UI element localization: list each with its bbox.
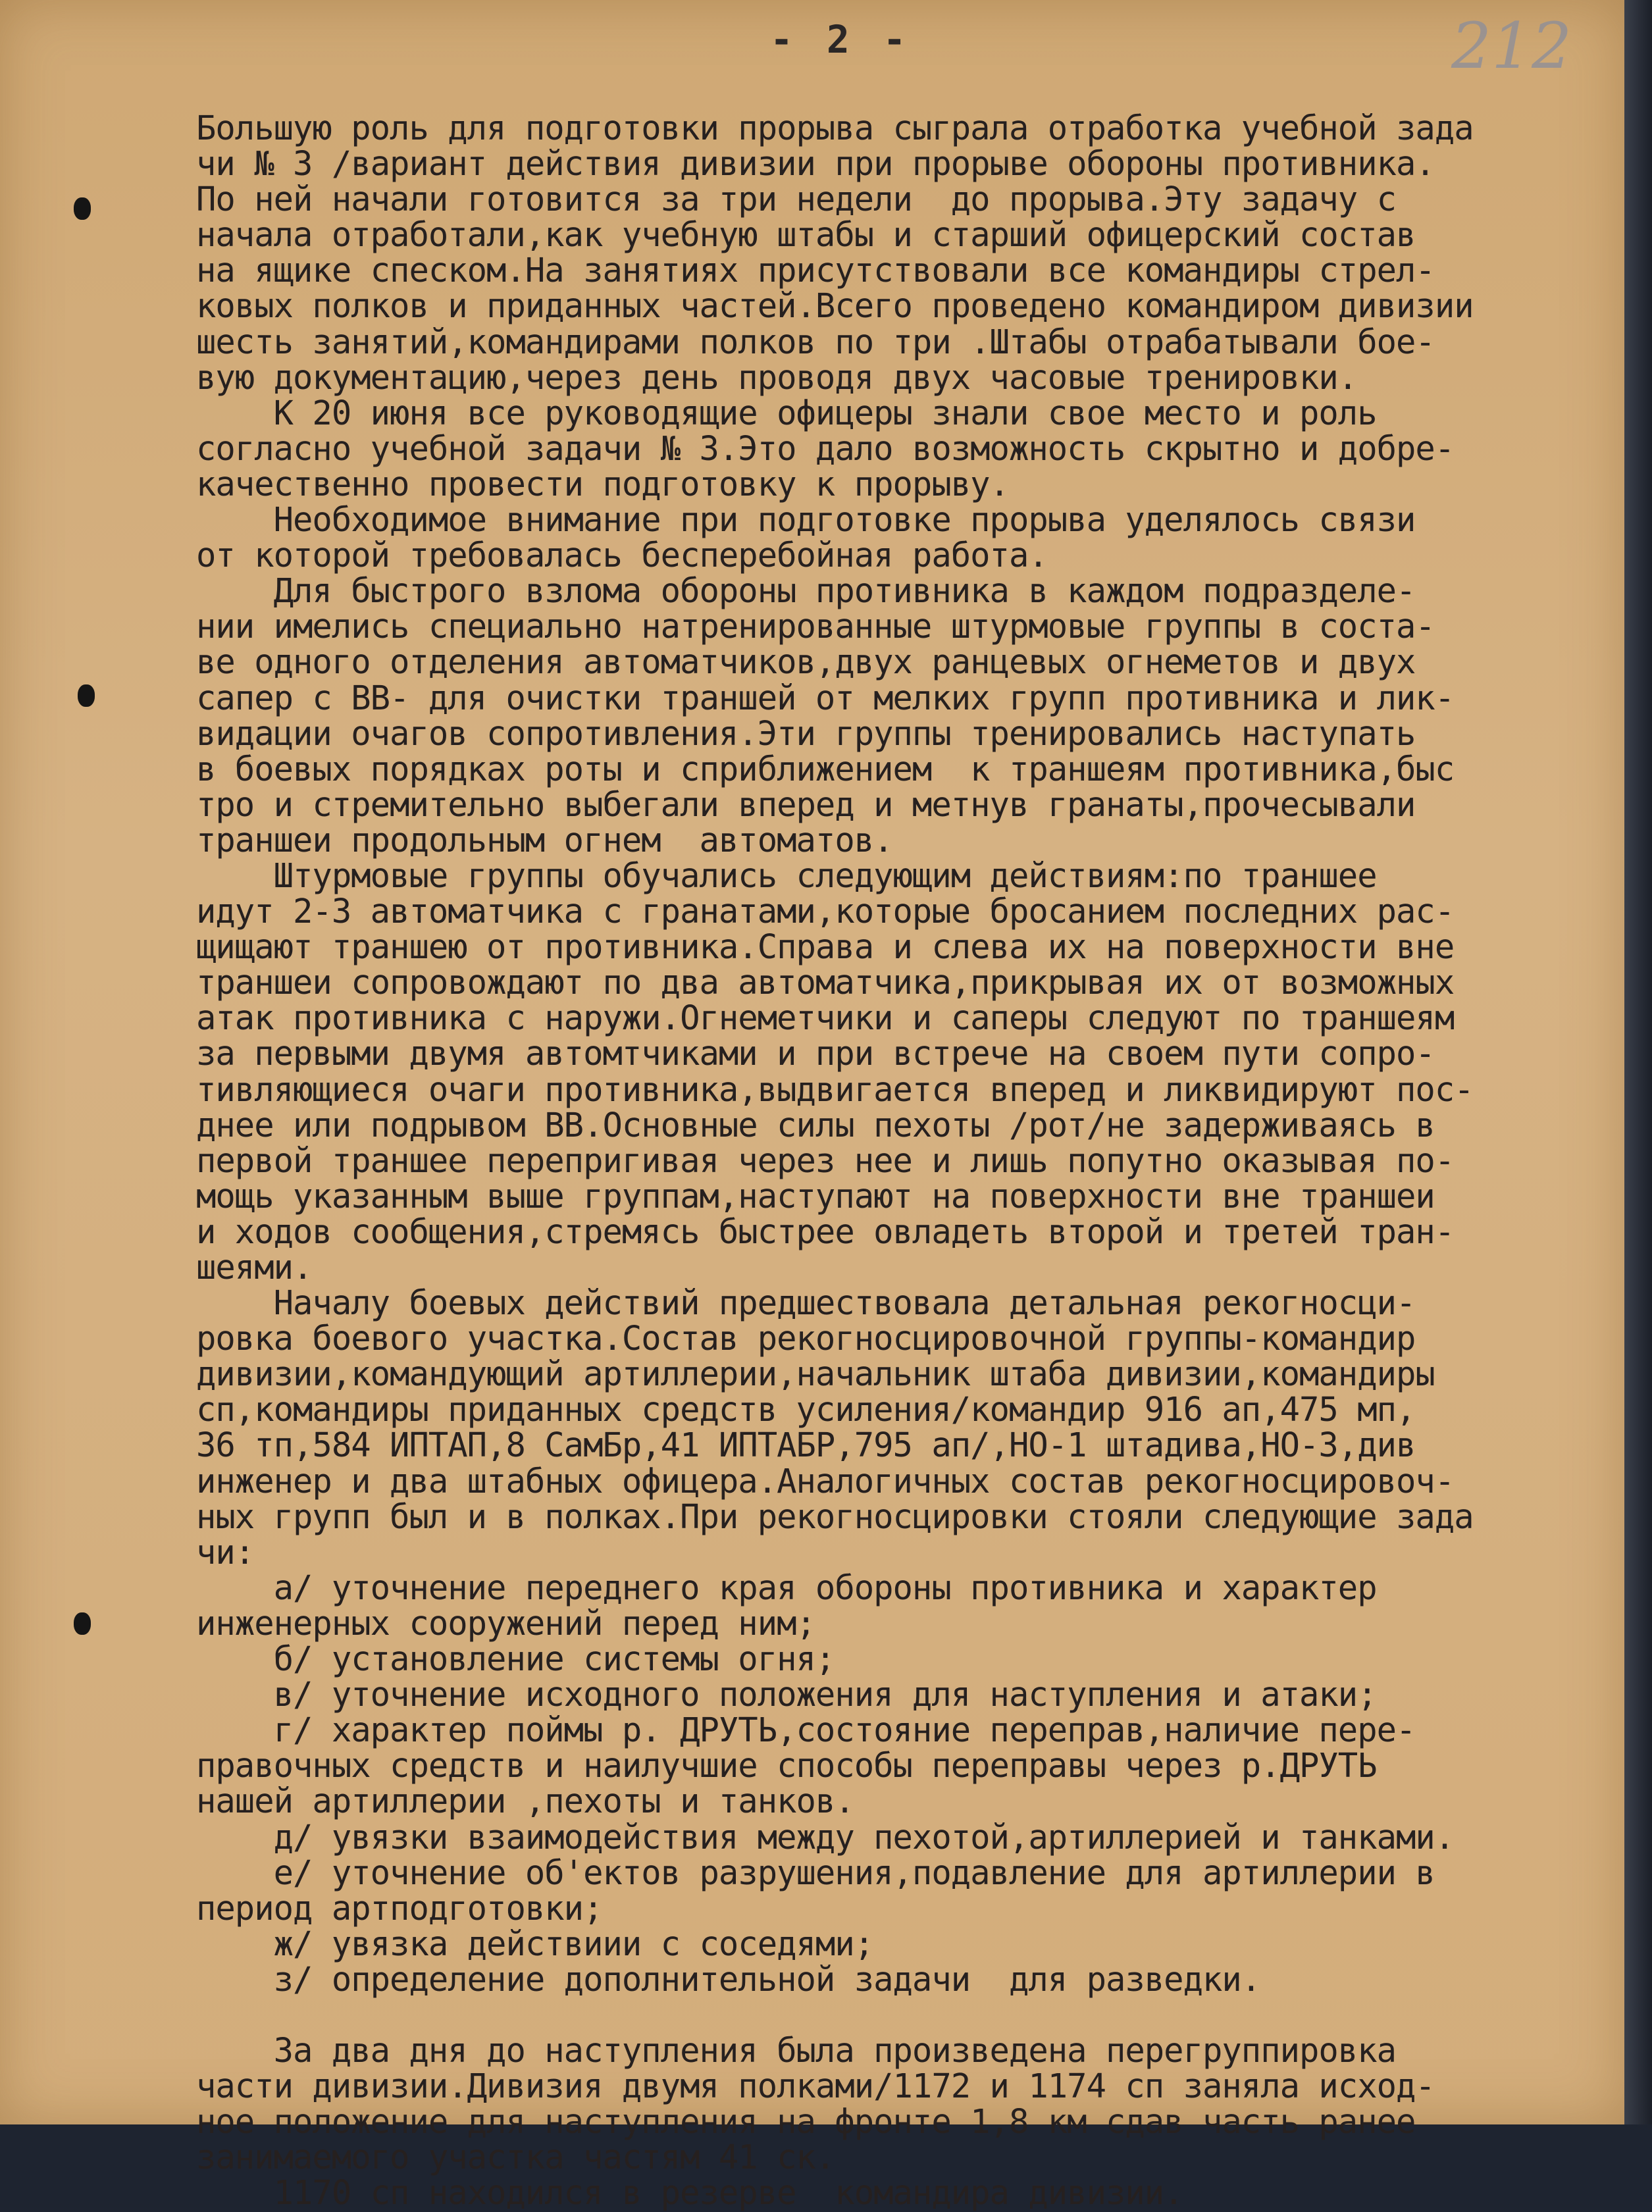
text-line: нии имелись специально натренированные штурмовые группы в соста- — [196, 607, 1435, 646]
text-line: дивизии,командующий артиллерии,начальник штаба дивизии,командиры — [196, 1354, 1435, 1394]
text-line: 36 тп,584 ИПТАП,8 СамБр,41 ИПТАБР,795 ап/,НО-1 штадива,НО-3,див — [196, 1426, 1416, 1465]
text-line: ве одного отделения автоматчиков,двух ранцевых огнеметов и двух — [196, 642, 1416, 682]
text-line: инженерных сооружений перед ним; — [196, 1603, 815, 1643]
text-line: от которой требовалась бесперебойная работа. — [196, 536, 1048, 575]
text-line: в/ уточнение исходного положения для наступления и атаки; — [196, 1675, 1377, 1714]
text-line: Штурмовые группы обучались следующим действиям:по траншее — [196, 856, 1377, 895]
text-line: траншеи продольным огнем автоматов. — [196, 820, 893, 860]
text-line: ковых полков и приданных частей.Всего проведено командиром дивизии — [196, 286, 1474, 326]
text-line: первой траншее перепригивая через нее и лишь попутно оказывая по- — [196, 1141, 1455, 1180]
text-line: качественно провести подготовку к прорыву. — [196, 464, 1009, 503]
binder-hole — [74, 197, 91, 220]
text-line: нашей артиллерии ,пехоты и танков. — [196, 1782, 854, 1821]
blank-line — [196, 1997, 1631, 2033]
text-line: согласно учебной задачи № 3.Это дало возможность скрытно и добре- — [196, 428, 1455, 468]
text-line: ж/ увязка действиии с соседями; — [196, 1924, 874, 1963]
text-line: на ящике спеском.На занятиях присутствовали все командиры стрел- — [196, 251, 1435, 290]
scan-edge — [1624, 0, 1652, 2124]
text-line: щищают траншею от противника.Справа и слева их на поверхности вне — [196, 927, 1455, 967]
text-line: правочных средств и наилучшие способы переправы через р.ДРУТЬ — [196, 1746, 1377, 1786]
text-line: ных групп был и в полках.При рекогносцировки стояли следующие зада — [196, 1497, 1474, 1536]
binder-hole — [78, 684, 95, 707]
text-line: д/ увязки взаимодействия между пехотой,артиллерией и танками. — [196, 1817, 1455, 1857]
text-line: идут 2-3 автоматчика с гранатами,которые бросанием последних рас- — [196, 892, 1455, 931]
text-line: видации очагов сопротивления.Эти группы тренировались наступать — [196, 713, 1416, 753]
text-line: 1170 сп находился в резерве командира дивизии. — [196, 2173, 1183, 2212]
text-line: чи: — [196, 1532, 255, 1572]
archive-number: 212 — [1451, 9, 1572, 83]
text-line: занимаемого участка частям 41 ск. — [196, 2138, 835, 2177]
text-line: тивляющиеся очаги противника,выдвигается вперед и ликвидируют пос- — [196, 1069, 1474, 1109]
typewritten-text-body — [196, 111, 1631, 2211]
text-line: период артподготовки; — [196, 1888, 603, 1928]
text-line: сп,командиры приданных средств усиления/командир 916 ап,475 мп, — [196, 1390, 1416, 1429]
text-line: шесть занятий,командирами полков по три .Штабы отрабатывали бое- — [196, 322, 1435, 361]
text-line: ное положение для наступления на фронте 1,8 км сдав часть ранее — [196, 2102, 1416, 2142]
text-line: начала отработали,как учебную штабы и старший офицерский состав — [196, 215, 1416, 255]
text-line: в боевых порядках роты и сприближением к траншеям противника,быс — [196, 749, 1455, 788]
text-line: б/ установление системы огня; — [196, 1639, 835, 1679]
text-line: части дивизии.Дивизия двумя полками/1172 и 1174 сп заняла исход- — [196, 2067, 1435, 2106]
text-line: мощь указанным выше группам,наступают на поверхности вне траншеи — [196, 1176, 1435, 1216]
text-line: Большую роль для подготовки прорыва сыграла отработка учебной зада — [196, 109, 1474, 147]
page-number: - 2 - — [770, 17, 912, 62]
text-line: инженер и два штабных офицера.Аналогичных состав рекогносцировоч- — [196, 1461, 1455, 1501]
text-line: чи № 3 /вариант действия дивизии при прорыве обороны противника. — [196, 144, 1435, 184]
text-line: За два дня до наступления была произведена перегруппировка — [196, 2031, 1397, 2071]
text-line: По ней начали готовится за три недели до прорыва.Эту задачу с — [196, 180, 1397, 219]
text-line: и ходов сообщения,стремясь быстрее овладеть второй и третей тран- — [196, 1212, 1455, 1251]
text-line: сапер с ВВ- для очистки траншей от мелких групп противника и лик- — [196, 678, 1455, 717]
text-line: траншеи сопровождают по два автоматчика,прикрывая их от возможных — [196, 963, 1455, 1002]
text-line: Началу боевых действий предшествовала детальная рекогносци- — [196, 1283, 1416, 1323]
text-line: днее или подрывом ВВ.Основные силы пехоты /рот/не задерживаясь в — [196, 1105, 1435, 1145]
text-line: з/ определение дополнительной задачи для разведки. — [196, 1959, 1261, 1999]
text-line: тро и стремительно выбегали вперед и метнув гранаты,прочесывали — [196, 784, 1416, 824]
text-line: г/ характер поймы р. ДРУТЬ,состояние переправ,наличие пере- — [196, 1710, 1416, 1750]
binder-hole — [74, 1612, 91, 1635]
text-line: шеями. — [196, 1248, 313, 1287]
text-line: а/ уточнение переднего края обороны противника и характер — [196, 1568, 1377, 1607]
text-line: вую документацию,через день проводя двух часовые тренировки. — [196, 357, 1358, 397]
text-line: Необходимое внимание при подготовке прорыва уделялось связи — [196, 500, 1416, 540]
text-line: ровка боевого участка.Состав рекогносцировочной группы-командир — [196, 1319, 1416, 1358]
text-line: атак противника с наружи.Огнеметчики и саперы следуют по траншеям — [196, 998, 1455, 1038]
text-line: е/ уточнение об'ектов разрушения,подавление для артиллерии в — [196, 1853, 1435, 1892]
text-line: Для быстрого взлома обороны противника в каждом подразделе- — [196, 571, 1416, 611]
text-line: К 20 июня все руководящие офицеры знали свое место и роль — [196, 393, 1377, 432]
text-line: за первыми двумя автомтчиками и при встрече на своем пути сопро- — [196, 1034, 1435, 1073]
